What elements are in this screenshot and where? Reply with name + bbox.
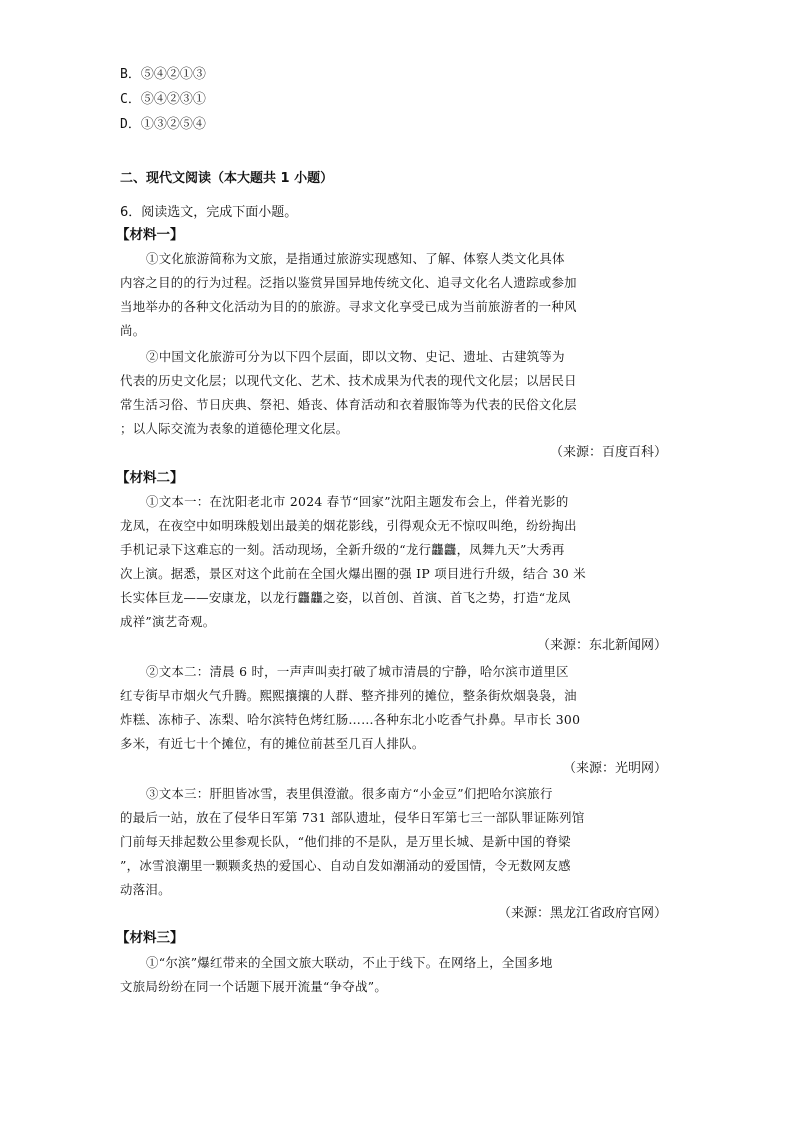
text3-line: ③文本三：肝胆皆冰雪，表里俱澄澈。很多南方“小金豆”们把哈尔滨旅行: [146, 786, 553, 801]
material1-line: 尚。: [120, 323, 146, 338]
material1-line: 内容之目的的行为过程。泛指以鉴赏异国异地传统文化、追寻文化名人遗踪或参加: [120, 275, 577, 290]
material3-header: 【材料三】: [116, 930, 184, 946]
option-d: D．①③②⑤④: [120, 117, 206, 132]
text2-source: （来源：光明网）: [562, 761, 667, 776]
material1-header: 【材料一】: [116, 227, 184, 243]
text1-line: ①文本一：在沈阳老北市 2024 春节“回家”沈阳主题发布会上，伴着光影的: [146, 494, 569, 509]
text1-source: （来源：东北新闻网）: [536, 638, 667, 653]
text1-line: 成祥”演艺奇观。: [120, 614, 216, 629]
text2-line: 炸糕、冻柿子、冻梨、哈尔滨特色烤红肠……各种东北小吃香气扑鼻。早市长 300: [120, 712, 581, 727]
material1-source: （来源：百度百科）: [549, 445, 667, 460]
text3-line: 门前每天排起数公里参观长队，“他们排的不是队，是万里长城、是新中国的脊梁: [120, 834, 571, 849]
option-b: B．⑤④②①③: [120, 67, 206, 82]
text3-source: （来源：黑龙江省政府官网）: [497, 906, 667, 921]
material2-header: 【材料二】: [116, 470, 184, 486]
material1-line: ①文化旅游简称为文旅，是指通过旅游实现感知、了解、体察人类文化具体: [146, 251, 565, 266]
text3-line: ”，冰雪浪潮里一颗颗炙热的爱国心、自动自发如潮涌动的爱国情，令无数网友感: [120, 858, 571, 873]
material3-line: ①“尔滨”爆红带来的全国文旅大联动，不止于线下。在网络上，全国多地: [146, 955, 553, 970]
option-c: C．⑤④②③①: [120, 92, 206, 107]
text3-line: 的最后一站，放在了侵华日军第 731 部队遗址，侵华日军第七三一部队罪证陈列馆: [120, 810, 585, 825]
question-prompt: 6．阅读选文，完成下面小题。: [120, 205, 298, 220]
section-title: 二、现代文阅读（本大题共 1 小题）: [120, 171, 334, 186]
text2-line: 红专街早市烟火气升腾。熙熙攘攘的人群、整齐排列的摊位，整条街炊烟袅袅，油: [120, 688, 577, 703]
text2-line: 多米，有近七十个摊位，有的摊位前甚至几百人排队。: [120, 736, 425, 751]
material3-line: 文旅局纷纷在同一个话题下展开流量“争夺战”。: [120, 979, 388, 994]
material1-line: 当地举办的各种文化活动为目的的旅游。寻求文化享受已成为当前旅游者的一种风: [120, 299, 577, 314]
text1-line: 龙凤，在夜空中如明珠般划出最美的烟花影线，引得观众无不惊叹叫绝，纷纷掏出: [120, 518, 577, 533]
text1-line: 长实体巨龙——安康龙，以龙行龘龘之姿，以首创、首演、首飞之势，打造“龙凤: [120, 590, 571, 605]
material1-line: 常生活习俗、节日庆典、祭祀、婚丧、体育活动和衣着服饰等为代表的民俗文化层: [120, 397, 577, 412]
material1-line: ②中国文化旅游可分为以下四个层面，即以文物、史记、遗址、古建筑等为: [146, 349, 565, 364]
text1-line: 次上演。据悉，景区对这个此前在全国火爆出圈的强 IP 项目进行升级，结合 30 米: [120, 566, 586, 581]
material1-line: 代表的历史文化层；以现代文化、艺术、技术成果为代表的现代文化层；以居民日: [120, 373, 577, 388]
text1-line: 手机记录下这难忘的一刻。活动现场，全新升级的“龙行龘龘，凤舞九天”大秀再: [120, 542, 565, 557]
text2-line: ②文本二：清晨 6 时，一声声叫卖打破了城市清晨的宁静，哈尔滨市道里区: [146, 664, 569, 679]
material1-line: ；以人际交流为表象的道德伦理文化层。: [120, 421, 349, 436]
text3-line: 动落泪。: [120, 882, 171, 897]
